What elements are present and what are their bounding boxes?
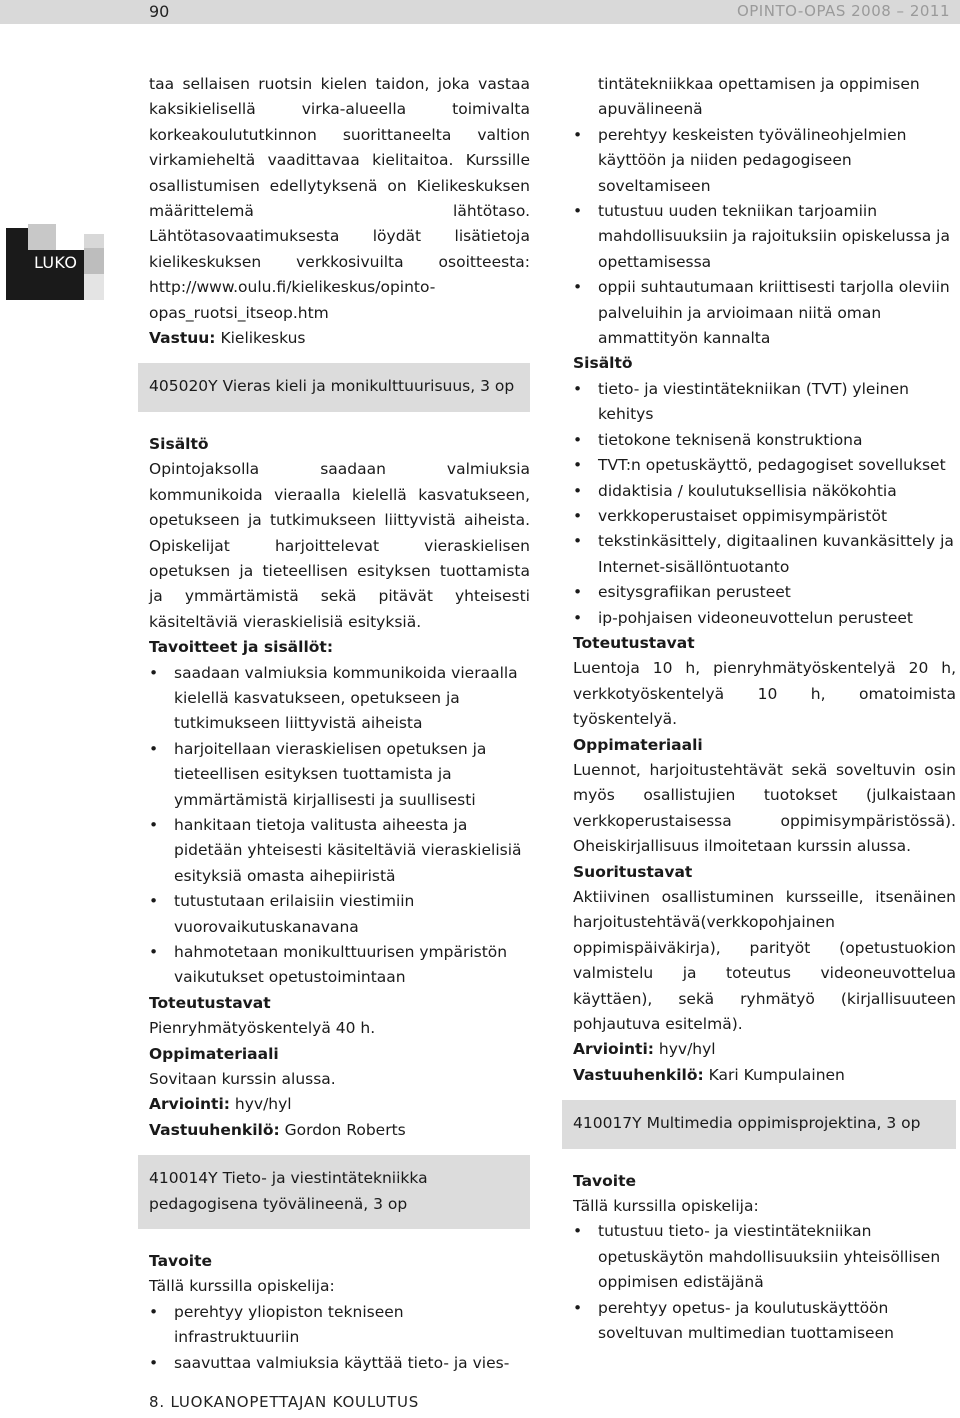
sisalto-paragraph: Opintojaksolla saadaan valmiuksia kommunikoida vieraalla kielellä kasvatukseen, opetukseen ja tutkimukseen liittyvistä aiheista. Opiskelijat harjoittelevat vieraskielisen opetuksen ja tieteellisen esityksen tuottamista ja ymmärtämistä sekä pitävät yhteisesti käsiteltäviä vieraskielisiä esityksiä.	[149, 460, 530, 631]
list-item: • perehtyy yliopiston tekniseen infrastruktuuriin	[149, 1300, 530, 1351]
list-item: • TVT:n opetuskäyttö, pedagogiset sovellukset	[573, 453, 956, 478]
course-title-box	[562, 1100, 956, 1148]
tavoite-intro: Tällä kurssilla opiskelija:	[573, 1197, 759, 1216]
list-item: • harjoitellaan vieraskielisen opetuksen ja tieteellisen esityksen tuottamista ja ymmärtämistä kirjallisesti ja suullisesti	[149, 737, 530, 813]
tavoite-list	[573, 1219, 956, 1346]
arviointi-label: Arviointi:	[149, 1095, 230, 1114]
list-item: • verkkoperustaiset oppimisympäristöt	[573, 504, 956, 529]
course-title-box	[138, 363, 530, 411]
tavoitteet-list	[149, 661, 530, 991]
list-item: • tutustuu uuden tekniikan tarjoamiin mahdollisuuksiin ja rajoituksiin opiskelussa ja opettamisessa	[573, 199, 956, 275]
vastuuhenkilo-line	[149, 1118, 530, 1143]
arviointi-value: hyv/hyl	[229, 1095, 292, 1114]
running-title: OPINTO-OPAS 2008 – 2011	[736, 2, 950, 20]
header-bar	[0, 0, 960, 24]
list-item: • tietokone teknisenä konstruktiona	[573, 428, 956, 453]
logo-text: LUKO	[34, 253, 78, 272]
list-item: • saavuttaa valmiuksia käyttää tieto- ja vies-	[149, 1351, 530, 1376]
footer-section-title: 8. LUOKANOPETTAJAN KOULUTUS	[149, 1393, 420, 1411]
luko-logo	[6, 224, 104, 300]
arviointi-value: hyv/hyl	[653, 1040, 716, 1059]
list-item: • perehtyy opetus- ja koulutuskäyttöön soveltuvan multimedian tuottamiseen	[573, 1296, 956, 1347]
vastuuhenkilo-value: Kari Kumpulainen	[703, 1065, 845, 1084]
right-column	[573, 72, 956, 1347]
list-item: • oppii suhtautumaan kriittisesti tarjolla oleviin palveluihin ja arvioimaan niitä oman ammattityön kannalta	[573, 275, 956, 351]
course-title: 405020Y Vieras kieli ja monikulttuurisuus, 3 op	[149, 377, 515, 396]
left-column	[149, 72, 530, 1376]
page-number: 90	[149, 2, 170, 21]
vastuu-value: Kielikeskus	[215, 329, 306, 348]
list-item-continued: tintätekniikkaa opettamisen ja oppimisen apuvälineenä	[598, 75, 920, 119]
vastuuhenkilo-value: Gordon Roberts	[279, 1120, 406, 1139]
tavoite-intro: Tällä kurssilla opiskelija:	[149, 1277, 335, 1296]
oppimateriaali-text: Luennot, harjoitustehtävät sekä soveltuvin osin myös osallistujien tuotokset (julkaistaan verkkoperustaisessa oppimisympäristössä). Oheiskirjallisuus ilmoitetaan kurssin alussa.	[573, 760, 956, 856]
course-title: 410017Y Multimedia oppimisprojektina, 3 op	[573, 1114, 921, 1133]
section-heading: Oppimateriaali	[149, 1044, 279, 1063]
list-item: • ip-pohjaisen videoneuvottelun perusteet	[573, 606, 956, 631]
section-heading: Tavoite	[573, 1171, 637, 1190]
arviointi-line	[149, 1092, 530, 1117]
course-title: 410014Y Tieto- ja viestintätekniikka pedagogisena työvälineenä, 3 op	[149, 1169, 428, 1213]
vastuuhenkilo-label: Vastuuhenkilö:	[149, 1120, 280, 1139]
intro-paragraph: taa sellaisen ruotsin kielen taidon, joka vastaa kaksikielisellä virka-alueella toimivalta korkeakoulututkinnon suorittaneelta valtion virkamieheltä vaadittavaa kielitaitoa. Kurssille osallistumisen edellytyksenä on Kielikeskuksen määrittelemä lähtötaso. Lähtötasovaatimuksesta löydät lisätietoja kielikeskuksen verkkosivuilta osoitteesta: http://www.oulu.fi/kielikeskus/opinto-opas_ruotsi_itseop.htm	[149, 75, 530, 322]
list-item: • hahmotetaan monikulttuurisen ympäristön vaikutukset opetustoimintaan	[149, 940, 530, 991]
vastuuhenkilo-label: Vastuuhenkilö:	[573, 1065, 704, 1084]
arviointi-line	[573, 1037, 956, 1062]
section-heading: Tavoite	[149, 1252, 213, 1271]
section-heading: Oppimateriaali	[573, 735, 703, 754]
continued-list	[573, 72, 956, 351]
list-item: • didaktisia / koulutuksellisia näkökohtia	[573, 479, 956, 504]
section-heading: Suoritustavat	[573, 862, 693, 881]
list-item: • tutustutaan erilaisiin viestimiin vuorovaikutuskanavana	[149, 889, 530, 940]
oppimateriaali-text: Sovitaan kurssin alussa.	[149, 1070, 336, 1089]
list-item: • tekstinkäsittely, digitaalinen kuvankäsittely ja Internet-sisällöntuotanto	[573, 529, 956, 580]
list-item: • tieto- ja viestintätekniikan (TVT) yleinen kehitys	[573, 377, 956, 428]
section-heading: Toteutustavat	[149, 993, 271, 1012]
section-heading: Sisältö	[149, 434, 209, 453]
section-heading: Sisältö	[573, 354, 633, 373]
list-item: • tutustuu tieto- ja viestintätekniikan opetuskäytön mahdollisuuksiin yhteisöllisen oppimisen edistäjänä	[573, 1219, 956, 1295]
toteutus-text: Pienryhmätyöskentelyä 40 h.	[149, 1019, 376, 1038]
vastuu-line	[149, 326, 530, 351]
sisalto-list	[573, 377, 956, 631]
suoritus-text: Aktiivinen osallistuminen kursseille, itsenäinen harjoitustehtävä(verkkopohjainen oppimispäiväkirja), parityöt (opetustuokion valmistelu ja toteutus videoneuvottelua käyttäen), sekä ryhmätyö (kirjallisuuteen pohjautuva esitelmä).	[573, 888, 956, 1034]
toteutus-text: Luentoja 10 h, pienryhmätyöskentelyä 20 h, verkkotyöskentelyä 10 h, omatoimista työskentelyä.	[573, 659, 956, 729]
vastuu-label: Vastuu:	[149, 329, 216, 348]
list-item: • saadaan valmiuksia kommunikoida vieraalla kielellä kasvatukseen, opetukseen ja tutkimukseen liittyvistä aiheista	[149, 661, 530, 737]
section-heading: Tavoitteet ja sisällöt:	[149, 638, 334, 657]
list-item: • esitysgrafiikan perusteet	[573, 580, 956, 605]
course-title-box	[138, 1155, 530, 1229]
tavoite-list	[149, 1300, 530, 1376]
vastuuhenkilo-line	[573, 1063, 956, 1088]
list-item: • perehtyy keskeisten työvälineohjelmien käyttöön ja niiden pedagogiseen soveltamiseen	[573, 123, 956, 199]
arviointi-label: Arviointi:	[573, 1040, 654, 1059]
list-item: • hankitaan tietoja valitusta aiheesta ja pidetään yhteisesti käsiteltäviä vieraskielisiä esityksiä omasta aihepiiristä	[149, 813, 530, 889]
section-heading: Toteutustavat	[573, 633, 695, 652]
